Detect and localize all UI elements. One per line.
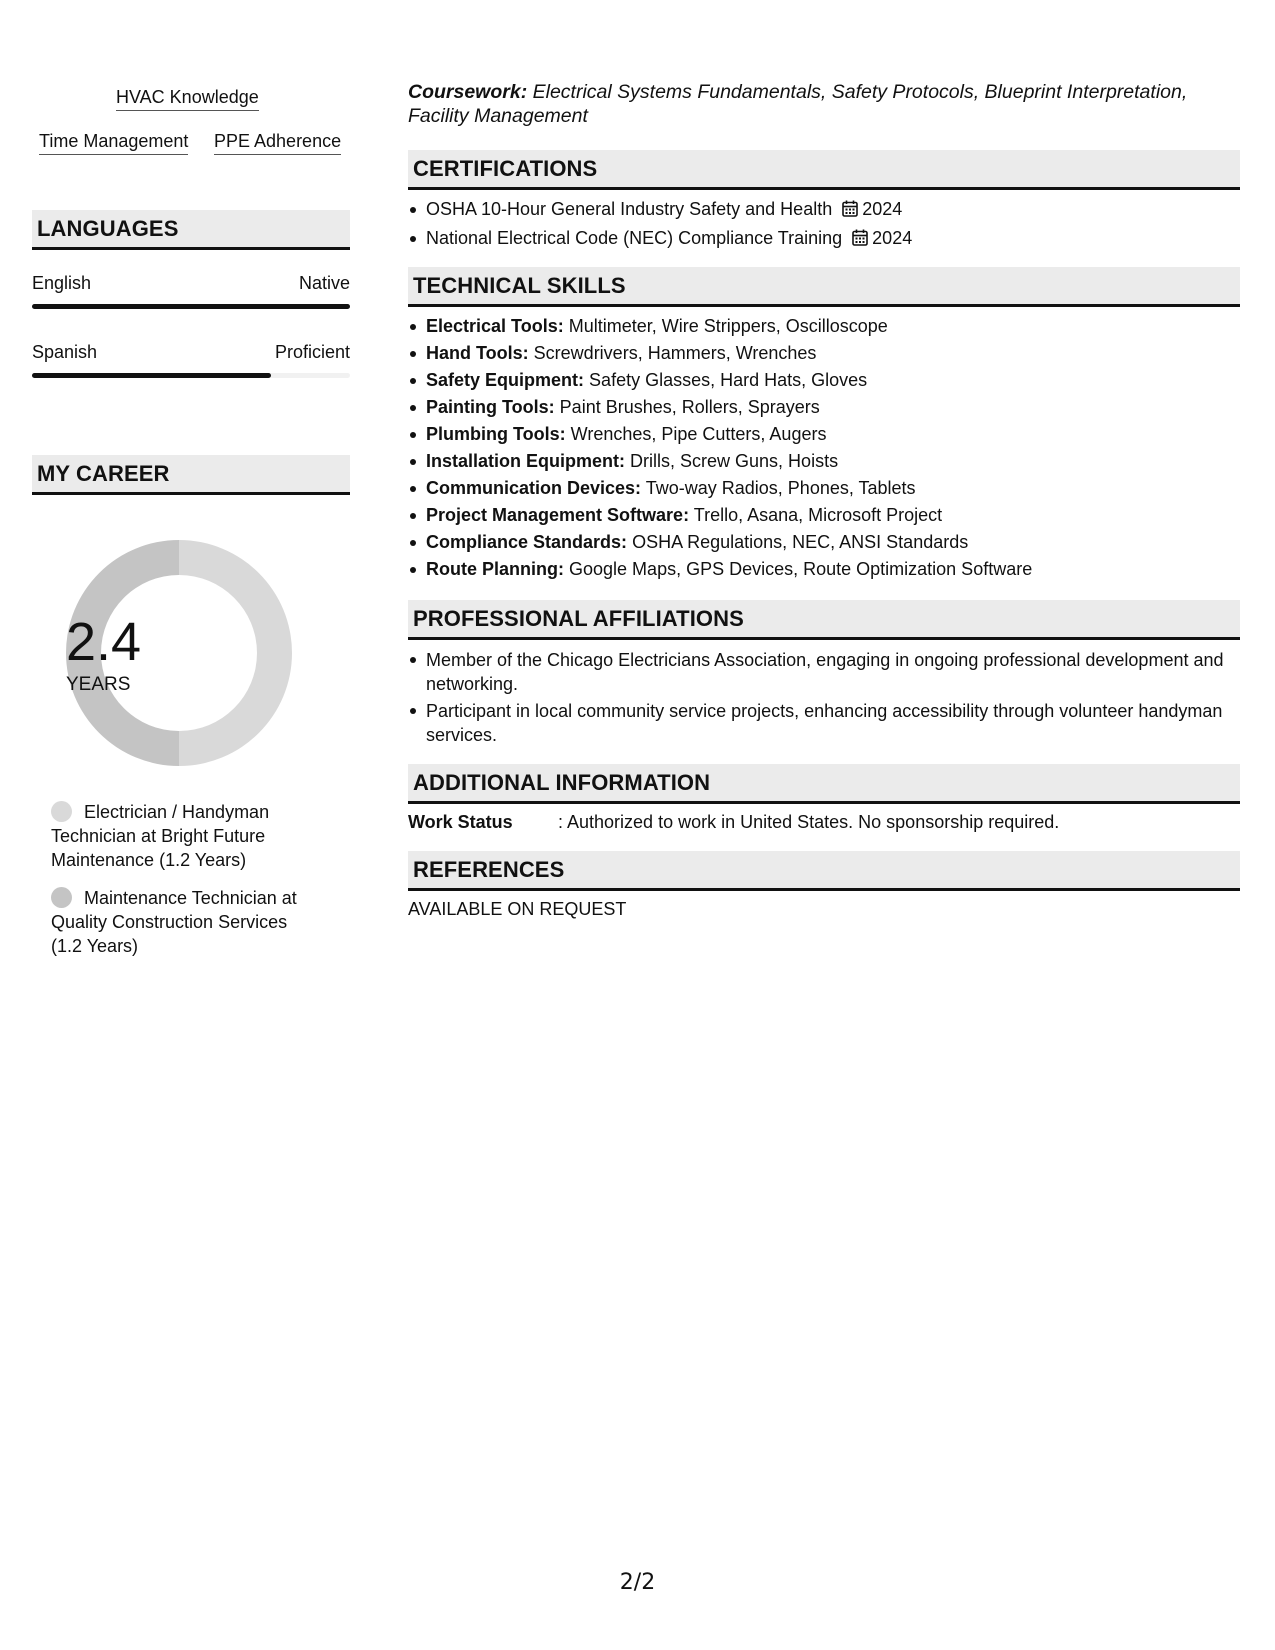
skill-values: Two-way Radios, Phones, Tablets — [645, 478, 916, 498]
technical-skill-item — [426, 313, 1032, 340]
technical-skill-item — [426, 556, 1032, 583]
skill-tag: PPE Adherence — [214, 130, 341, 155]
skill-values: Google Maps, GPS Devices, Route Optimization Software — [569, 559, 1033, 579]
skill-category: Compliance Standards: — [426, 532, 628, 552]
affiliations-heading: PROFESSIONAL AFFILIATIONS — [408, 600, 1240, 640]
skill-category: Installation Equipment: — [426, 451, 626, 471]
page-number: 2/2 — [619, 1570, 656, 1595]
certifications-list — [408, 196, 912, 254]
certification-item — [426, 196, 912, 225]
work-status-value: : Authorized to work in United States. No sponsorship required. — [558, 812, 1060, 832]
career-item — [51, 800, 321, 872]
skill-values: Safety Glasses, Hard Hats, Gloves — [589, 370, 868, 390]
technical-skill-item — [426, 448, 1032, 475]
skill-category: Safety Equipment: — [426, 370, 585, 390]
affiliations-list — [408, 648, 1240, 750]
language-bar-fill — [32, 373, 271, 378]
skill-category: Painting Tools: — [426, 397, 555, 417]
language-bar — [32, 373, 350, 378]
language-level: Proficient — [274, 342, 350, 362]
language-name: English — [32, 273, 92, 293]
career-item-text: Electrician / Handyman Technician at Bright Future Maintenance (1.2 Years) — [51, 802, 270, 870]
career-dot — [51, 801, 72, 822]
certifications-heading: CERTIFICATIONS — [408, 150, 1240, 190]
skill-values: OSHA Regulations, NEC, ANSI Standards — [632, 532, 969, 552]
career-unit: YEARS — [66, 674, 131, 695]
skill-values: Trello, Asana, Microsoft Project — [693, 505, 943, 525]
skill-values: Wrenches, Pipe Cutters, Augers — [570, 424, 827, 444]
certification-year: 2024 — [872, 228, 913, 248]
technical-skill-item — [426, 421, 1032, 448]
language-bar-fill — [32, 304, 350, 309]
career-donut-chart — [66, 540, 292, 766]
additional-info-heading: ADDITIONAL INFORMATION — [408, 764, 1240, 804]
work-status-label: Work Status — [408, 812, 513, 832]
skill-values: Multimeter, Wire Strippers, Oscilloscope — [568, 316, 888, 336]
technical-skill-item — [426, 367, 1032, 394]
references-text: AVAILABLE ON REQUEST — [408, 899, 627, 919]
skill-values: Drills, Screw Guns, Hoists — [630, 451, 839, 471]
career-item — [51, 886, 321, 958]
career-item-text: Maintenance Technician at Quality Construction Services (1.2 Years) — [51, 888, 297, 956]
technical-skill-item — [426, 340, 1032, 367]
skill-category: Project Management Software: — [426, 505, 690, 525]
skill-values: Screwdrivers, Hammers, Wrenches — [533, 343, 817, 363]
skill-category: Route Planning: — [426, 559, 564, 579]
technical-skill-item — [426, 502, 1032, 529]
technical-skills-heading: TECHNICAL SKILLS — [408, 267, 1240, 307]
certification-name: National Electrical Code (NEC) Compliance Training — [426, 228, 843, 248]
career-total: 2.4 — [66, 612, 142, 672]
certification-name: OSHA 10-Hour General Industry Safety and Health — [426, 199, 833, 219]
references-heading: REFERENCES — [408, 851, 1240, 891]
language-level: Native — [298, 273, 350, 293]
skill-values: Paint Brushes, Rollers, Sprayers — [559, 397, 820, 417]
coursework — [408, 80, 1240, 128]
skill-tag: Time Management — [39, 130, 188, 155]
certification-year: 2024 — [862, 199, 903, 219]
affiliation-item: Participant in local community service projects, enhancing accessibility through volunteer handyman services. — [426, 699, 1240, 747]
language-bar — [32, 304, 350, 309]
career-heading: MY CAREER — [32, 455, 350, 495]
language-name: Spanish — [32, 342, 98, 362]
skill-tag: HVAC Knowledge — [116, 86, 259, 111]
calendar-icon — [842, 198, 858, 225]
technical-skill-item — [426, 475, 1032, 502]
technical-skill-item — [426, 529, 1032, 556]
coursework-label: Coursework: — [408, 81, 528, 103]
skill-category: Plumbing Tools: — [426, 424, 566, 444]
certification-item — [426, 225, 912, 254]
languages-heading: LANGUAGES — [32, 210, 350, 250]
skill-category: Electrical Tools: — [426, 316, 564, 336]
coursework-text: Electrical Systems Fundamentals, Safety Protocols, Blueprint Interpretation, Facility Management — [408, 81, 1188, 127]
calendar-icon — [852, 227, 868, 254]
technical-skills-list — [408, 313, 1032, 583]
technical-skill-item — [426, 394, 1032, 421]
affiliation-item: Member of the Chicago Electricians Association, engaging in ongoing professional development and networking. — [426, 648, 1240, 696]
skill-category: Communication Devices: — [426, 478, 642, 498]
career-dot — [51, 887, 72, 908]
skill-category: Hand Tools: — [426, 343, 529, 363]
